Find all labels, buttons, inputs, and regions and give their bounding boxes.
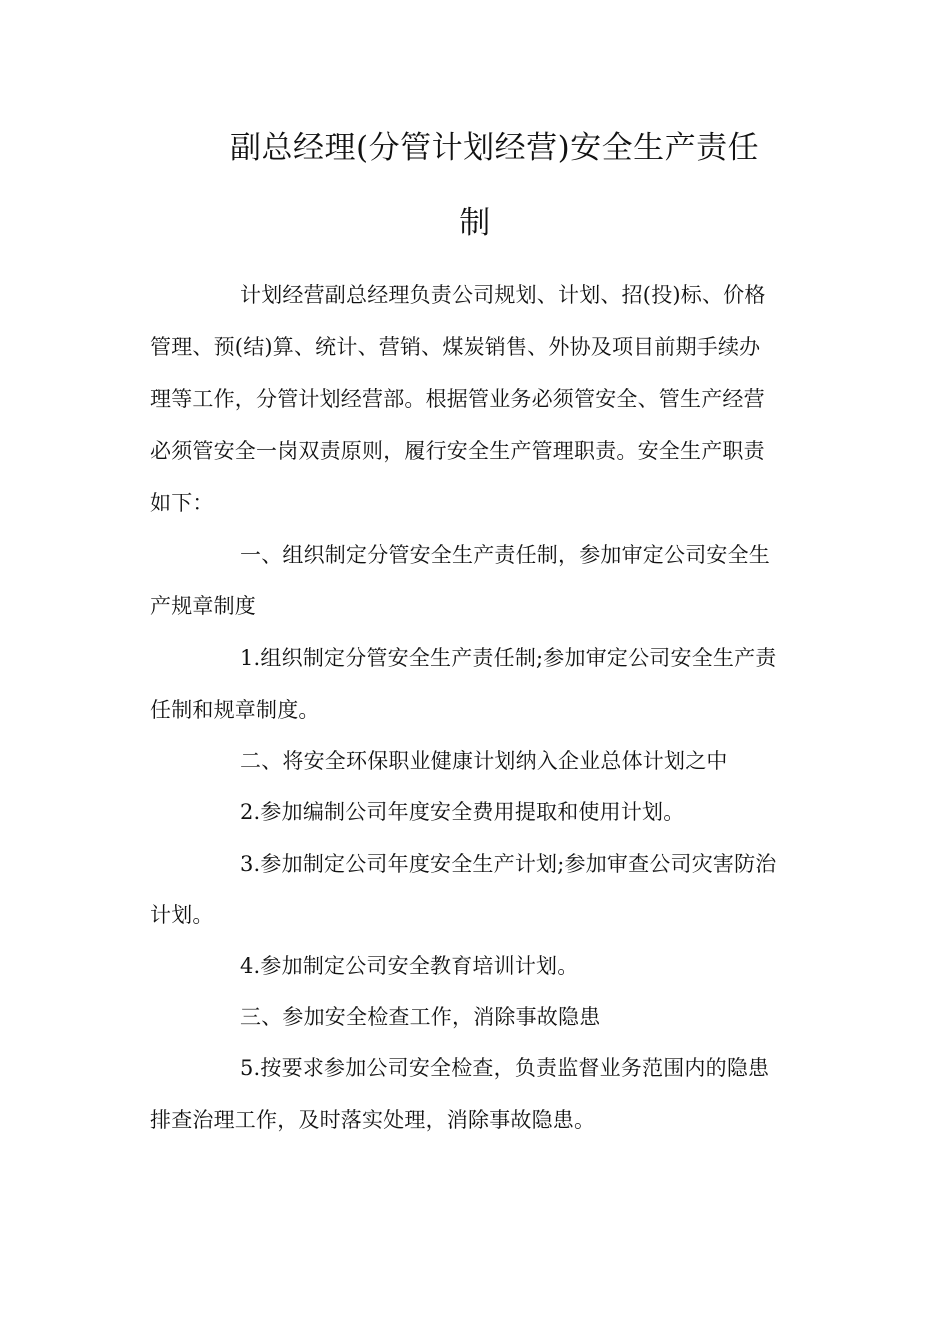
item-line: 排查治理工作，及时落实处理，消除事故隐患。 [150, 1108, 596, 1132]
paragraph-line: 理等工作，分管计划经营部。根据管业务必须管安全、管生产经营 [150, 387, 765, 411]
paragraph-line: 管理、预(结)算、统计、营销、煤炭销售、外协及项目前期手续办 [150, 335, 761, 359]
section-heading: 二、将安全环保职业健康计划纳入企业总体计划之中 [240, 749, 728, 773]
paragraph-line: 计划经营副总经理负责公司规划、计划、招(投)标、价格 [240, 283, 766, 307]
item-line: 5.按要求参加公司安全检查，负责监督业务范围内的隐患 [240, 1056, 770, 1080]
item-line: 1.组织制定分管安全生产责任制;参加审定公司安全生产责 [240, 646, 777, 670]
item-line: 4.参加制定公司安全教育培训计划。 [240, 954, 579, 978]
section-heading: 一、组织制定分管安全生产责任制，参加审定公司安全生 [240, 543, 770, 567]
document-title-line-2: 制 [459, 205, 491, 241]
item-line: 2.参加编制公司年度安全费用提取和使用计划。 [240, 800, 685, 824]
item-line: 3.参加制定公司年度安全生产计划;参加审查公司灾害防治 [240, 852, 777, 876]
paragraph-line: 必须管安全一岗双责原则，履行安全生产管理职责。安全生产职责 [150, 439, 765, 463]
item-line: 任制和规章制度。 [150, 698, 320, 722]
section-heading: 三、参加安全检查工作，消除事故隐患 [240, 1005, 601, 1029]
section-heading-continued: 产规章制度 [150, 594, 256, 618]
item-line: 计划。 [150, 903, 214, 927]
document-title-line-1: 副总经理(分管计划经营)安全生产责任 [230, 130, 760, 166]
paragraph-line: 如下： [150, 491, 214, 515]
